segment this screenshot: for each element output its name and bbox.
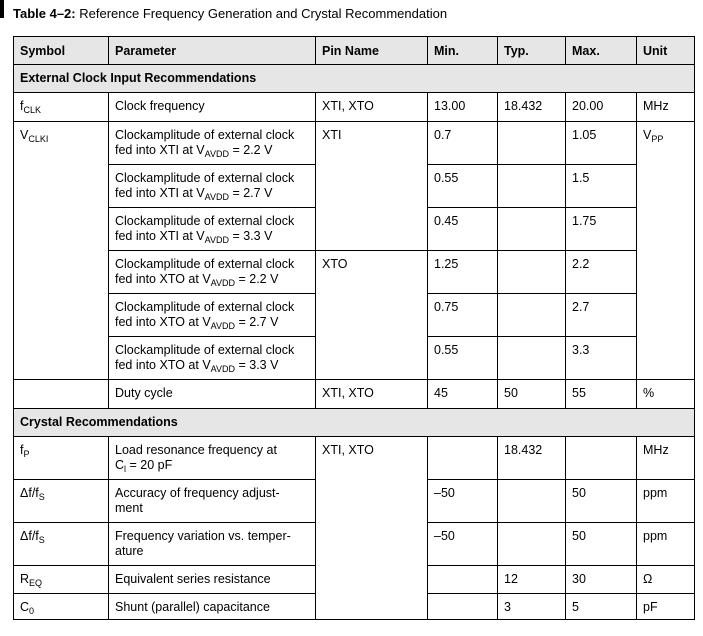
header-min: Min. (428, 37, 498, 65)
cell-min: 13.00 (428, 93, 498, 122)
section-title-external: External Clock Input Recommendations (14, 65, 695, 93)
table-row (14, 380, 695, 409)
cell-unit: $V_{PP}$ (637, 122, 695, 380)
cell-min (428, 437, 498, 480)
cell-symbol: $f_{CLK}$ (14, 93, 109, 122)
cell-typ (498, 480, 566, 523)
frequency-table (13, 36, 695, 620)
cell-typ (498, 337, 566, 380)
cell-min: –50 (428, 523, 498, 566)
header-parameter: Parameter (109, 37, 316, 65)
cell-parameter: Frequency variation vs. temper- ature (109, 523, 316, 566)
cell-typ: 3 (498, 594, 566, 620)
cell-unit: Ω (637, 566, 695, 594)
cell-min: 0.55 (428, 165, 498, 208)
cell-typ (498, 165, 566, 208)
cell-max: 5 (566, 594, 637, 620)
cell-max: 1.5 (566, 165, 637, 208)
table-row (14, 251, 695, 294)
cell-typ: 12 (498, 566, 566, 594)
cell-min: 0.55 (428, 337, 498, 380)
cell-symbol: $R_{EQ}$ (14, 566, 109, 594)
cell-symbol (14, 380, 109, 409)
cell-parameter: Load resonance frequency at $C_l = 20$ pF (109, 437, 316, 480)
cell-parameter: Accuracy of frequency adjust- ment (109, 480, 316, 523)
cell-pin: XTI, XTO (316, 380, 428, 409)
cell-typ: 18.432 (498, 437, 566, 480)
section-row-external (14, 65, 695, 93)
cell-max: 50 (566, 523, 637, 566)
cell-pin: XTI (316, 122, 428, 251)
header-typ: Typ. (498, 37, 566, 65)
section-marker-bar (0, 0, 4, 18)
cell-min: 0.7 (428, 122, 498, 165)
cell-parameter: Clockamplitude of external clock fed into XTO at $V_{AVDD} = 3.3$ V (109, 337, 316, 380)
cell-pin: XTO (316, 251, 428, 380)
cell-max: 30 (566, 566, 637, 594)
caption-text: Reference Frequency Generation and Crystal Recommendation (79, 6, 448, 21)
table-row (14, 437, 695, 480)
cell-max: 1.75 (566, 208, 637, 251)
cell-pin: XTI, XTO (316, 93, 428, 122)
table-row (14, 93, 695, 122)
cell-symbol: $f_P$ (14, 437, 109, 480)
cell-max: 50 (566, 480, 637, 523)
header-symbol: Symbol (14, 37, 109, 65)
cell-min (428, 566, 498, 594)
cell-min: 1.25 (428, 251, 498, 294)
cell-parameter: Equivalent series resistance (109, 566, 316, 594)
cell-symbol: $V_{CLKI}$ (14, 122, 109, 380)
cell-max: 1.05 (566, 122, 637, 165)
cell-min: –50 (428, 480, 498, 523)
caption-label: Table 4–2: (13, 6, 76, 21)
cell-min: 0.75 (428, 294, 498, 337)
cell-typ: 50 (498, 380, 566, 409)
cell-min: 45 (428, 380, 498, 409)
cell-max: 20.00 (566, 93, 637, 122)
cell-symbol: $C_0$ (14, 594, 109, 620)
cell-max: 2.2 (566, 251, 637, 294)
cell-typ: 18.432 (498, 93, 566, 122)
cell-unit: ppm (637, 480, 695, 523)
header-row (14, 37, 695, 65)
header-pin-name: Pin Name (316, 37, 428, 65)
cell-max: 2.7 (566, 294, 637, 337)
cell-parameter: Clockamplitude of external clock fed into XTI at $V_{AVDD} = 2.7$ V (109, 165, 316, 208)
cell-parameter: Clockamplitude of external clock fed into XTO at $V_{AVDD} = 2.2$ V (109, 251, 316, 294)
table-row (14, 122, 695, 165)
cell-parameter: Clockamplitude of external clock fed into XTI at $V_{AVDD} = 3.3$ V (109, 208, 316, 251)
cell-min: 0.45 (428, 208, 498, 251)
cell-unit: pF (637, 594, 695, 620)
cell-parameter: Shunt (parallel) capacitance (109, 594, 316, 620)
cell-unit: MHz (637, 93, 695, 122)
table-caption (13, 6, 447, 21)
cell-min (428, 594, 498, 620)
cell-symbol: $\Delta f/f_S$ (14, 523, 109, 566)
cell-pin: XTI, XTO (316, 437, 428, 620)
cell-unit: MHz (637, 437, 695, 480)
cell-parameter: Clock frequency (109, 93, 316, 122)
cell-unit: ppm (637, 523, 695, 566)
cell-typ (498, 251, 566, 294)
section-title-crystal: Crystal Recommendations (14, 409, 695, 437)
cell-max (566, 437, 637, 480)
cell-typ (498, 294, 566, 337)
header-max: Max. (566, 37, 637, 65)
cell-max: 3.3 (566, 337, 637, 380)
cell-typ (498, 523, 566, 566)
cell-typ (498, 208, 566, 251)
section-row-crystal (14, 409, 695, 437)
cell-max: 55 (566, 380, 637, 409)
cell-typ (498, 122, 566, 165)
cell-parameter: Clockamplitude of external clock fed into XTO at $V_{AVDD} = 2.7$ V (109, 294, 316, 337)
cell-unit: % (637, 380, 695, 409)
header-unit: Unit (637, 37, 695, 65)
cell-parameter: Duty cycle (109, 380, 316, 409)
cell-symbol: $\Delta f/f_S$ (14, 480, 109, 523)
cell-parameter: Clockamplitude of external clock fed into XTI at $V_{AVDD} = 2.2$ V (109, 122, 316, 165)
